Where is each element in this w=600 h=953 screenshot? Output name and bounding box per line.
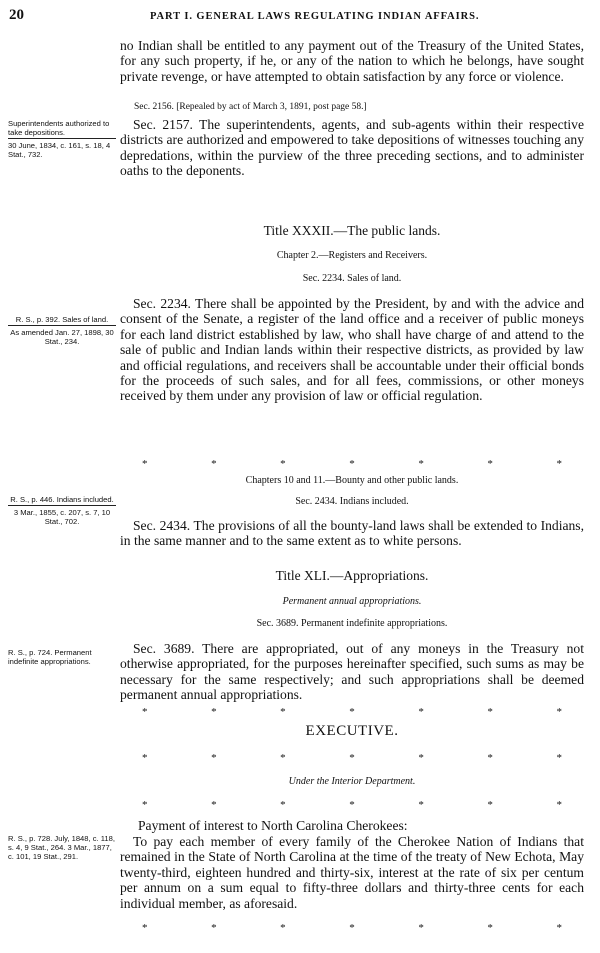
star: * bbox=[349, 922, 355, 934]
margin-cite: 30 June, 1834, c. 161, s. 18, 4 Stat., 732. bbox=[8, 141, 111, 159]
separator-stars-5 bbox=[120, 922, 584, 934]
margin-note-2234 bbox=[8, 315, 116, 346]
margin-rule bbox=[8, 505, 116, 506]
margin-rule bbox=[8, 138, 116, 139]
star: * bbox=[280, 706, 286, 718]
sec-2234-heading: Sec. 2234. Sales of land. bbox=[302, 273, 402, 284]
star: * bbox=[487, 799, 493, 811]
star: * bbox=[211, 799, 217, 811]
margin-act: 3 Mar., 1855, c. 207, s. 7, 10 Stat., 702. bbox=[13, 508, 111, 526]
sec-3689-text: Sec. 3689. There are appropriated, out of any moneys in the Treasury not otherwise appropriated, for the purposes hereinafter specified, such sums as may be necessary for the same respectively; and such appropriations shall be deemed permanent annual appropriations. bbox=[120, 641, 584, 703]
margin-note-2434 bbox=[8, 495, 116, 526]
star: * bbox=[349, 799, 355, 811]
margin-amended: As amended Jan. 27, 1898, 30 Stat., 234. bbox=[10, 328, 114, 346]
star: * bbox=[418, 706, 424, 718]
title-32-heading: Title XXXII.—The public lands. bbox=[263, 223, 441, 238]
star: * bbox=[418, 799, 424, 811]
star: * bbox=[487, 706, 493, 718]
star: * bbox=[349, 458, 355, 470]
star: * bbox=[418, 752, 424, 764]
sec-3689-heading: Sec. 3689. Permanent indefinite appropriations. bbox=[256, 618, 448, 629]
star: * bbox=[349, 752, 355, 764]
separator-stars-4 bbox=[120, 799, 584, 811]
cherokees-heading: Payment of interest to North Carolina Cherokees: bbox=[138, 818, 408, 833]
sec-2234-text: Sec. 2234. There shall be appointed by the President, by and with the advice and consent of the Senate, a register of the land office and a receiver of public moneys for each land district established by law, who shall have charge of and attend to the sale of public and Indian lands within their respective districts, as provided by law and official regulations, and receivers shall be accountable under their official bonds for the proceeds of such sales, and for all fees, commissions, or other moneys received by them under any provision of law or official regulation. bbox=[120, 296, 584, 404]
star: * bbox=[487, 458, 493, 470]
sec-2434-text: Sec. 2434. The provisions of all the bounty-land laws shall be extended to Indians, in the same manner and to the same extent as to white persons. bbox=[120, 518, 584, 549]
paragraph-top: no Indian shall be entitled to any payment out of the Treasury of the United States, for any such property, if he, or any of the nation to which he belongs, have sought private revenge, or have attempted to obtain satisfaction by any force or violence. bbox=[120, 38, 584, 84]
executive-heading: EXECUTIVE. bbox=[305, 723, 399, 739]
margin-cite: R. S., p. 446. Indians included. bbox=[10, 495, 114, 504]
star: * bbox=[142, 458, 148, 470]
star: * bbox=[418, 458, 424, 470]
department-heading: Under the Interior Department. bbox=[288, 776, 416, 787]
star: * bbox=[556, 752, 562, 764]
title-41-heading: Title XLI.—Appropriations. bbox=[275, 568, 429, 583]
chapter-10-heading: Chapters 10 and 11.—Bounty and other public lands. bbox=[245, 475, 459, 486]
appropriations-subtitle: Permanent annual appropriations. bbox=[282, 596, 422, 607]
sec-2156-note: Sec. 2156. [Repealed by act of March 3, 1891, post page 58.] bbox=[134, 102, 367, 112]
separator-stars-2 bbox=[120, 706, 584, 718]
margin-note-cherokees: R. S., p. 728. July, 1848, c. 118, s. 4, 9 Stat., 264. 3 Mar., 1877, c. 101, 19 Stat., 291. bbox=[8, 834, 115, 861]
sec-2434-heading: Sec. 2434. Indians included. bbox=[295, 496, 409, 507]
running-head: PART I. GENERAL LAWS REGULATING INDIAN AFFAIRS. bbox=[150, 11, 480, 22]
star: * bbox=[556, 799, 562, 811]
chapter-2-heading: Chapter 2.—Registers and Receivers. bbox=[276, 250, 428, 261]
star: * bbox=[280, 752, 286, 764]
star: * bbox=[142, 799, 148, 811]
page-number: 20 bbox=[9, 7, 24, 23]
star: * bbox=[211, 922, 217, 934]
star: * bbox=[280, 799, 286, 811]
separator-stars-1 bbox=[120, 458, 584, 470]
star: * bbox=[349, 706, 355, 718]
margin-rule bbox=[8, 325, 116, 326]
star: * bbox=[487, 922, 493, 934]
sec-2157-text: Sec. 2157. The superintendents, agents, and sub-agents within their respective districts are authorized and empowered to take depositions of witnesses touching any depredations, within the purview of the three preceding sections, and to administer oaths to the deponents. bbox=[120, 117, 584, 179]
star: * bbox=[211, 706, 217, 718]
cherokees-text: To pay each member of every family of the Cherokee Nation of Indians that remained in the State of North Carolina at the time of the treaty of New Echota, May twenty-third, eighteen hundred and thirty-six, interest at the rate of six per centum per annum on a sum equal to fifty-three dollars and thirty-three cents for each individual member, as aforesaid. bbox=[120, 834, 584, 911]
star: * bbox=[418, 922, 424, 934]
separator-stars-3 bbox=[120, 752, 584, 764]
star: * bbox=[280, 922, 286, 934]
star: * bbox=[142, 922, 148, 934]
star: * bbox=[556, 706, 562, 718]
star: * bbox=[211, 458, 217, 470]
margin-note-2157 bbox=[8, 119, 116, 159]
star: * bbox=[487, 752, 493, 764]
star: * bbox=[280, 458, 286, 470]
star: * bbox=[211, 752, 217, 764]
star: * bbox=[556, 458, 562, 470]
margin-cite: R. S., p. 392. Sales of land. bbox=[15, 315, 109, 324]
star: * bbox=[142, 706, 148, 718]
margin-title: Superintendents authorized to take depositions. bbox=[8, 119, 110, 137]
margin-note-3689: R. S., p. 724. Permanent indefinite appropriations. bbox=[8, 648, 92, 666]
star: * bbox=[142, 752, 148, 764]
star: * bbox=[556, 922, 562, 934]
